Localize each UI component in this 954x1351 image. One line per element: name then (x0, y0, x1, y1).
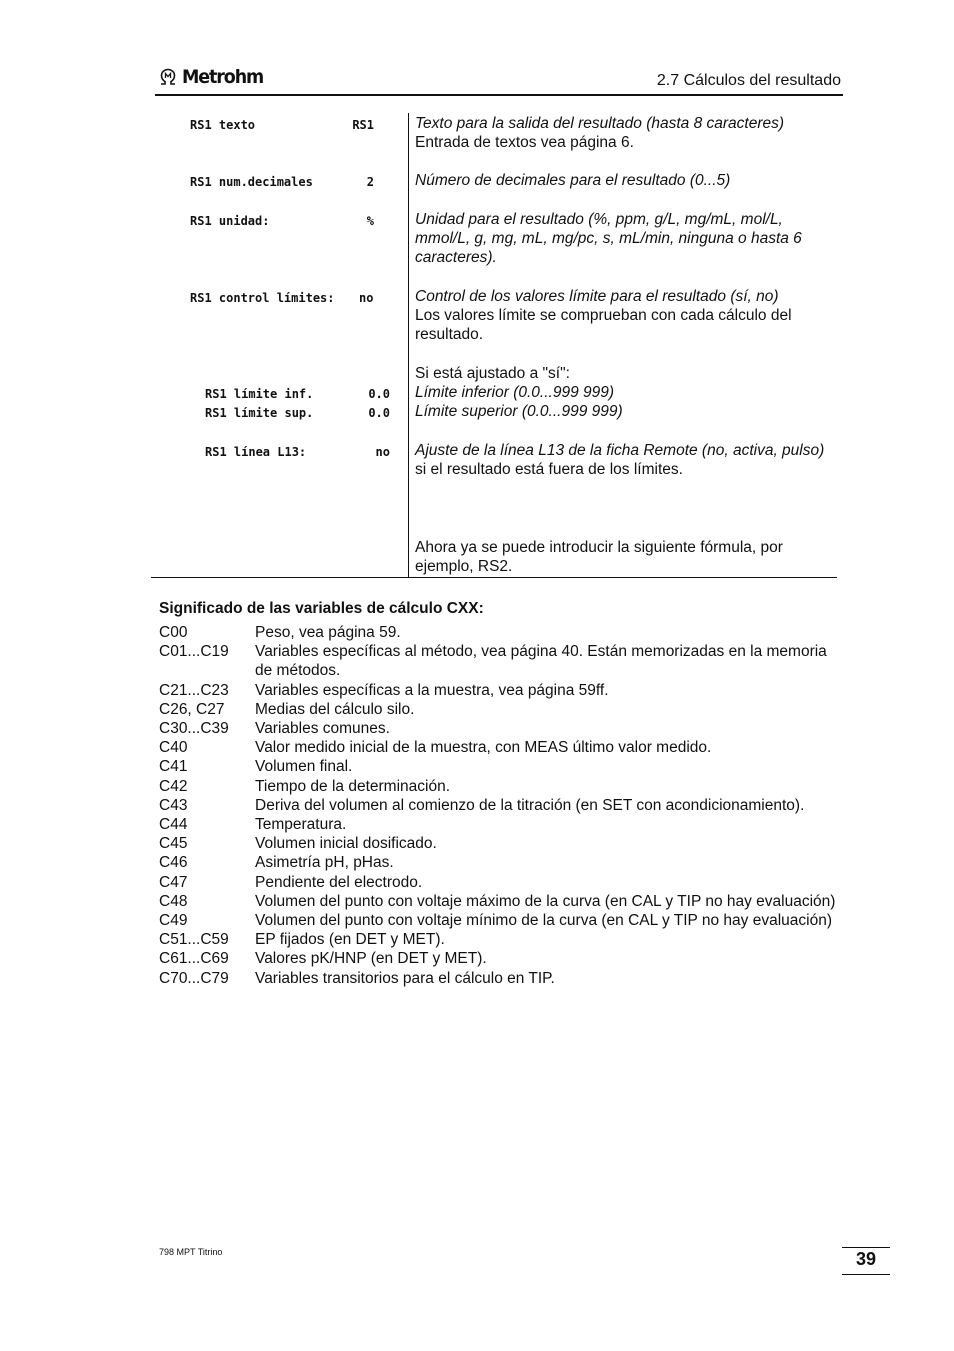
variable-row (159, 777, 839, 796)
variable-description: Variables comunes. (255, 720, 390, 738)
variable-description: Variables específicas a la muestra, vea página 59ff. (255, 681, 609, 699)
desc-linea-italic: Ajuste de la línea L13 de la ficha Remote (no, activa, pulso) (415, 442, 825, 459)
desc-texto-italic: Texto para la salida del resultado (hasta 8 caracteres) (415, 115, 785, 132)
variable-description: Deriva del volumen al comienzo de la titración (en SET con acondicionamiento). (255, 796, 805, 814)
param-label-decimales: RS1 num.decimales (190, 175, 313, 189)
variable-description: Valor medido inicial de la muestra, con MEAS último valor medido. (255, 739, 712, 757)
param-label-texto: RS1 texto (190, 118, 256, 132)
desc-unidad (415, 210, 840, 268)
variable-code: C00 (159, 624, 188, 641)
variable-code: C43 (159, 796, 188, 814)
variable-row (159, 949, 839, 968)
variable-row (159, 738, 839, 757)
variable-code: C70...C79 (159, 969, 229, 987)
variable-code: C30...C39 (159, 720, 229, 738)
desc-control-normal: Los valores límite se comprueban con cada cálculo del resultado. (415, 307, 792, 344)
param-value-linea: no (375, 445, 390, 459)
variable-code: C26, C27 (159, 700, 225, 718)
param-value-limite-sup: 0.0 (368, 406, 390, 420)
variable-description: Tiempo de la determinación. (255, 777, 450, 795)
variable-code: C61...C69 (159, 950, 229, 968)
variable-description: Volumen del punto con voltaje mínimo de la curva (en CAL y TIP no hay evaluación) (255, 912, 832, 930)
param-label-limite-sup: RS1 límite sup. (205, 406, 314, 420)
header-divider (155, 94, 843, 96)
variable-row (159, 815, 839, 834)
variable-description: Volumen final. (255, 758, 353, 776)
variable-description: Volumen inicial dosificado. (255, 835, 437, 853)
desc-linea-normal: si el resultado está fuera de los límites. (415, 461, 683, 479)
param-value-texto: RS1 (352, 118, 374, 132)
desc-control-italic: Control de los valores límite para el resultado (sí, no) (415, 288, 779, 305)
variable-row (159, 681, 839, 700)
desc-decimales (415, 171, 840, 190)
metrohm-logo (158, 66, 270, 88)
variable-code: C40 (159, 739, 188, 757)
desc-limite-inferior: Límite inferior (0.0...999 999) (415, 384, 615, 402)
param-value-control: no (359, 291, 374, 305)
variable-row (159, 892, 839, 911)
variables-heading: Significado de las variables de cálculo CXX: (159, 600, 484, 617)
variable-row (159, 757, 839, 776)
desc-ahora (415, 538, 840, 576)
variable-description: EP fijados (en DET y MET). (255, 931, 445, 949)
page-number-top-rule (842, 1247, 890, 1248)
variable-row (159, 873, 839, 892)
desc-ahora-text: Ahora ya se puede introducir la siguiente fórmula, por ejemplo, RS2. (415, 539, 783, 576)
desc-control (415, 287, 840, 345)
variable-code: C44 (159, 816, 188, 834)
variable-code: C49 (159, 912, 188, 930)
variable-row (159, 642, 839, 680)
variable-row (159, 911, 839, 930)
metrohm-omega-icon (158, 67, 178, 87)
desc-linea (415, 441, 840, 479)
param-label-control: RS1 control límites: (190, 291, 335, 305)
param-label-limite-inf: RS1 límite inf. (205, 387, 314, 401)
brand-name: Metrohm (182, 66, 264, 88)
param-value-decimales: 2 (366, 175, 374, 189)
desc-decimales-italic: Número de decimales para el resultado (0...5) (415, 172, 731, 189)
table-column-divider (408, 113, 409, 578)
table-bottom-rule (151, 577, 837, 578)
variable-code: C45 (159, 835, 188, 853)
variable-code: C51...C59 (159, 931, 229, 949)
variable-code: C46 (159, 854, 188, 872)
desc-limites (415, 364, 840, 422)
section-title: 2.7 Cálculos del resultado (656, 72, 841, 89)
variable-code: C41 (159, 758, 188, 776)
param-value-limite-inf: 0.0 (368, 387, 390, 401)
param-label-linea: RS1 línea L13: (205, 445, 307, 459)
product-name: 798 MPT Titrino (159, 1247, 223, 1257)
variable-description: Volumen del punto con voltaje máximo de la curva (en CAL y TIP no hay evaluación) (255, 892, 836, 910)
desc-limite-superior: Límite superior (0.0...999 999) (415, 403, 623, 421)
desc-texto-normal: Entrada de textos vea página 6. (415, 134, 634, 152)
desc-unidad-italic: Unidad para el resultado (%, ppm, g/L, mg/mL, mol/L, mmol/L, g, mg, mL, mg/pc, s, mL/min, ninguna o hasta 6 caracteres). (415, 211, 802, 267)
variable-row (159, 834, 839, 853)
variables-list (159, 623, 839, 988)
variable-description: Asimetría pH, pHas. (255, 854, 394, 872)
variable-code: C21...C23 (159, 681, 229, 699)
desc-si-ajustado: Si está ajustado a "sí": (415, 365, 570, 382)
variable-description: Pendiente del electrodo. (255, 873, 423, 891)
variable-description: Variables específicas al método, vea página 40. Están memorizadas en la memoria de métodos. (255, 643, 827, 680)
variable-row (159, 719, 839, 738)
variable-code: C48 (159, 892, 188, 910)
variable-description: Temperatura. (255, 816, 347, 834)
param-value-unidad: % (366, 214, 374, 228)
variable-description: Valores pK/HNP (en DET y MET). (255, 950, 487, 968)
variable-row (159, 969, 839, 988)
param-label-unidad: RS1 unidad: (190, 214, 270, 228)
variable-code: C47 (159, 873, 188, 891)
variable-row (159, 796, 839, 815)
variable-code: C42 (159, 777, 188, 795)
variable-row (159, 853, 839, 872)
variable-code: C01...C19 (159, 643, 229, 661)
desc-texto (415, 114, 840, 152)
page-number-rule (842, 1274, 890, 1275)
variable-row (159, 700, 839, 719)
page-number: 39 (855, 1249, 877, 1269)
variable-row (159, 930, 839, 949)
variable-row (159, 623, 839, 642)
variable-description: Variables transitorios para el cálculo en TIP. (255, 969, 555, 987)
variable-description: Medias del cálculo silo. (255, 700, 415, 718)
variable-description: Peso, vea página 59. (255, 624, 401, 641)
